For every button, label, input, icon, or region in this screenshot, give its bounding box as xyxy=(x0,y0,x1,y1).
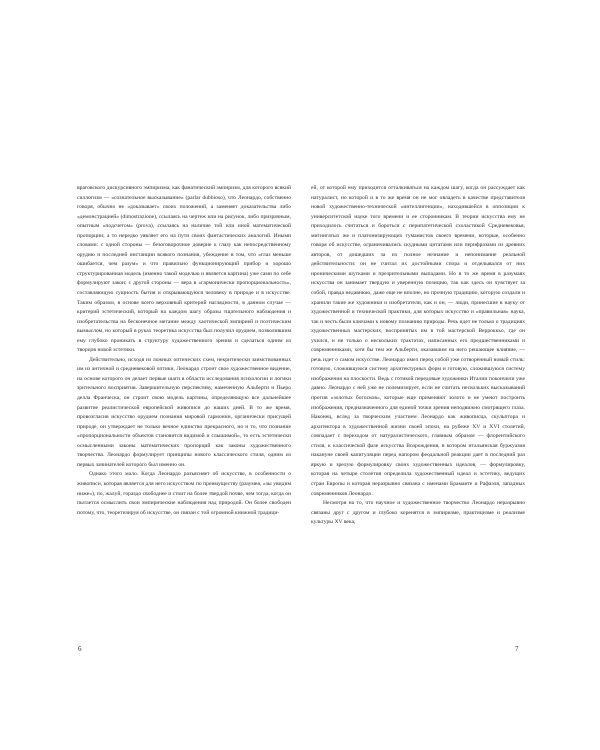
right-paragraph-2: Несмотря на то, что научное и художественное творчество Леонардо неразрывно связаны друг с другом и глубоко коренятся в эмпиризме, практицизме и реализме культуры XV века, xyxy=(311,500,525,526)
left-text-column xyxy=(77,184,291,518)
left-paragraph-1: враговского дискурсивного эмпиризма, как фанатический эмпиризм, для которого всякий силлогизм — «сознательное высказывание» (parlar dubbioso), что Леонардо, собственно говоря, обычно не «доказывает» своих положений, а заменяет доказательства либо «демонстрацией» (dimostrazione), ссылаясь на чертеж или на рисунок, либо призрачным, опытным «подсчетом» (prova), ссылаясь на наличие той или иной математической пропорции; а то нередко уявляет его на пути своих фантастических аналогий. Иными словами: с одной стороны — безоговорочное доверие к глазу как непосредственному орудию и последней инстанции всякого познания, убеждение в том, что «глаз меньше ошибается, чем разум» и что правильно функционирующий прибор и хорошо структурированная модель (именно такой моделью и является картина) уже сами по себе формулируют закон; с другой стороны — вера в «гармонически пропорциональность», составляющую сущность бытия и открывающуюся человеку в природе и в искусстве. Таким образом, в основе всего верховный критерий наглядности, в данном случае — критерий эстетический, который на каждом шагу образы тщательного наблюдения и изобретательства на бесконечное метание между хаотической эмпирией и поэтическим вымыслом, но который в руках теоретика искусства был получил орудием, позволившим ему глубоко проникать в структуру художественного зрения и сделаться одним из творцов новой эстетики. xyxy=(77,185,291,354)
left-page-number: 6 xyxy=(78,645,82,653)
right-text-column xyxy=(311,184,525,528)
right-page-number: 7 xyxy=(515,645,519,653)
right-page xyxy=(300,0,600,750)
left-paragraph-3: Однако этого мало. Когда Леонардо разъясняет об искусстве, в особенности о живописи, которая является для него искусством по преимуществу (разумея, «зы увидим ниже»), по, жалуй, гораздо свободнее и стоит на более твердой почве, чем тогда, когда он пытается осмыслить свои эмпирические наблюдения над природой. Он более свободен потому, что, теоретизируя об искусстве, он связан с той огромной книжной традици- xyxy=(77,471,291,516)
left-paragraph-2: Действительно, исходя из ложных оптических схем, некритически заимствованных им из античной и средневековой оптики, Леонардо строит свое художественное видение, на основе которого он делает первые шаги в области исследования психологии и логики зрительного восприятия. Завершительную перспективу, намеченную Альберти и Пьеро делла Франческа, он строит свою модель картины, определяющую все дальнейшее развитие реалистической европейской живописи до наших дней. В то же время, провозгласив искусство орудием познания мировой гармонии, органически присущей природе, он утверждает не только вечное единство прекрасного, но и то, что познание «пропорциональности объектов становится видимой и слышимой», то есть эстетически осмысленными законы математических пропорций как законы художественного творчества. Леонардо формулирует принципы нового классического стиля, одним из первых зачинателей которого был именно он. xyxy=(77,356,291,468)
right-paragraph-1: ей, от которой ему приходится отталкиваться на каждом шагу, когда он рассуждает как натуралист, но которой и в то же время он не мог овладеть в качестве представителя новой художественно-технической «интеллигенции», находившейся в оппозиции к университетской науке того времени и ее сторонникам. В теории искусства ему не приходилось считаться и бороться с перипатетической схоластикой Средневековья, митингатых же и платонизирующих гуманистов своего времени, которые, особенно говоря об искусстве, ограничивались скудными цитатами или перифразами из древних авторов, от дошедших за их полное незнание и непонимание реальной действительности: он не считал их достойными спора и отделывался от них ироническими шутками и презрительными выпадами. Но в то же время в разумаях искусства он занимает твердую и уверенную позицию, так как здесь он чувствует за собой, правда недавнюю, даже еще не вполне, но прочную традицию, которую создали и хранили такие же художники и изобретатели, как и он, — люди, принесшие в науку от художественной и технической практики, для которых искусство и «правильная» наука, так и честь были ключами к новому познанию природы. Речь идет не только о традициях художественных мастерских, воспринятых им в той мастерской Верроккьо, где он учился, и не только о нескольких трактатах, написанных его предшественниками и современниками, хотя бы тем же Альберти, оказавшим на него решающее влияние, — речь идет о самом искусстве. Леонардо имел перед собой уже сотворенный новый стиль: готовую, сложившуюся систему архитектурных форм и готовую, сложившуюся систему изображения на плоскости. Ведь с готикой передовые художники Италии покончили уже давно. Леонардо с ней уже не полемизирует, если не считать нескольких высказываний против «золотых богосков», которые еще применяют золото и не умеют построить изображения, предназначенного для единой точки зрения неподвижно смотрящего глаза. Наконец, вслед за творческим участием Леонардо как живописца, скульптора и архитектора в художественной жизни своей эпохи, на рубеже XV и XVI столетий, совпадает с переходом от натуралистического, главным образом — флорентийского стиля, к классической фазе искусства Возрождения, в котором итальянская буржуазия накануне своей капитуляции перед напором феодальной реакции дает в последний раз яркую и зрелую формулировку своих художественных идеалов, — формулировку, которая на четыре столетия определила художественный идеал и эстетику, ведущих стран Европы и которая неразрывно связана с именами Браманте и Рафаэля, западных современников Леонардо. xyxy=(311,185,525,497)
